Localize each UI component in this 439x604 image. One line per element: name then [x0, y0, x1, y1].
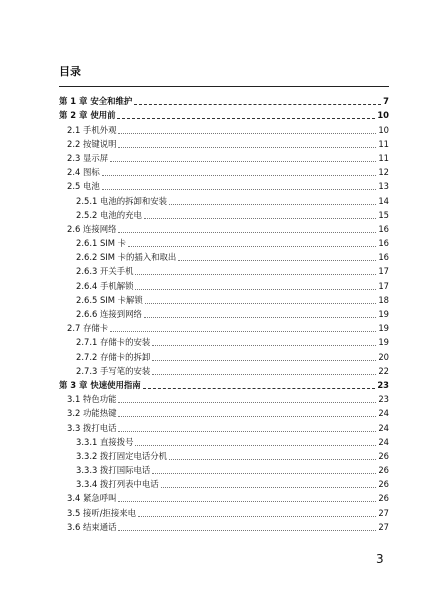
dot-leader: [135, 289, 376, 290]
toc-entry-page: 11: [378, 138, 389, 149]
toc-entry[interactable]: [59, 376, 389, 390]
toc-entry-label: 2.7.1 存储卡的安装: [76, 337, 151, 348]
toc-title: 目录: [59, 65, 81, 78]
toc-entry-label: 2.5.1 电池的拆卸和安装: [76, 195, 167, 206]
dot-leader: [118, 402, 376, 403]
toc-entry[interactable]: [59, 262, 389, 276]
toc-entry-label: 2.5.2 电池的充电: [76, 209, 142, 220]
dot-leader: [143, 388, 376, 389]
dot-leader: [102, 175, 377, 176]
toc-entry-label: 2.2 按键说明: [67, 138, 117, 149]
toc-entry[interactable]: [59, 135, 389, 149]
toc-entry-page: 26: [378, 465, 389, 476]
toc-entry-label: 2.7.3 手写笔的安装: [76, 365, 151, 376]
toc-entry[interactable]: [59, 92, 389, 106]
dot-leader: [144, 218, 376, 219]
toc-entry[interactable]: [59, 206, 389, 220]
dot-leader: [118, 416, 376, 417]
dot-leader: [118, 431, 376, 432]
toc-entry-label: 2.6.1 SIM 卡: [76, 238, 127, 249]
toc-entry[interactable]: [59, 418, 389, 432]
toc-entry[interactable]: [59, 475, 389, 489]
page-number: 3: [376, 552, 384, 566]
toc-entry-page: 26: [378, 450, 389, 461]
toc-entry-label: 3.2 功能热键: [67, 408, 117, 419]
toc-entry[interactable]: [59, 276, 389, 290]
toc-entry-label: 3.3.2 拨打固定电话分机: [76, 450, 167, 461]
toc-entry-page: 26: [378, 479, 389, 490]
toc-entry[interactable]: [59, 177, 389, 191]
toc-entry-page: 24: [378, 422, 389, 433]
toc-entry-page: 22: [378, 365, 389, 376]
toc-entry-page: 27: [378, 507, 389, 518]
toc-entry[interactable]: [59, 305, 389, 319]
dot-leader: [110, 161, 376, 162]
toc-entry-page: 20: [378, 351, 389, 362]
toc-entry-page: 16: [378, 252, 389, 263]
toc-entry-page: 16: [378, 223, 389, 234]
dot-leader: [118, 530, 376, 531]
toc-entry-page: 14: [378, 195, 389, 206]
dot-leader: [161, 487, 377, 488]
dot-leader: [134, 104, 381, 105]
toc-entry-label: 3.6 结束通话: [67, 521, 117, 532]
toc-entry-label: 2.6.3 开关手机: [76, 266, 134, 277]
dot-leader: [117, 118, 375, 119]
toc-entry-page: 12: [378, 167, 389, 178]
toc-entry[interactable]: [59, 291, 389, 305]
toc-entry-page: 11: [378, 152, 389, 163]
toc-entry-label: 2.7 存储卡: [67, 323, 109, 334]
toc-entry[interactable]: [59, 149, 389, 163]
toc-entry-page: 15: [378, 209, 389, 220]
toc-entry[interactable]: [59, 106, 389, 120]
toc-entry[interactable]: [59, 404, 389, 418]
dot-leader: [178, 260, 376, 261]
toc-entry[interactable]: [59, 191, 389, 205]
toc-entry-page: 23: [378, 394, 389, 405]
toc-entry-label: 第 1 章 安全和维护: [59, 96, 133, 107]
toc-entry-label: 3.3.3 拨打国际电话: [76, 465, 151, 476]
toc-entry-label: 2.5 电池: [67, 181, 100, 192]
dot-leader: [102, 189, 377, 190]
toc-entry[interactable]: [59, 220, 389, 234]
toc-entry-page: 26: [378, 493, 389, 504]
toc-entry-label: 2.6 连接网络: [67, 223, 117, 234]
toc-entry[interactable]: [59, 447, 389, 461]
toc-entry-label: 2.7.2 存储卡的拆卸: [76, 351, 151, 362]
toc-entry[interactable]: [59, 234, 389, 248]
toc-entry-page: 24: [378, 408, 389, 419]
toc-entry-page: 10: [378, 124, 389, 135]
toc-entry[interactable]: [59, 433, 389, 447]
toc-entry[interactable]: [59, 163, 389, 177]
dot-leader: [118, 232, 376, 233]
dot-leader: [145, 303, 377, 304]
dot-leader: [128, 246, 376, 247]
toc-entry-label: 2.4 图标: [67, 167, 100, 178]
toc-entry-label: 2.6.5 SIM 卡解锁: [76, 294, 143, 305]
dot-leader: [118, 147, 376, 148]
toc-entry-page: 7: [383, 96, 389, 107]
toc-entry-page: 24: [378, 436, 389, 447]
toc-entry-page: 19: [378, 337, 389, 348]
toc-entry-page: 13: [378, 181, 389, 192]
dot-leader: [169, 459, 376, 460]
dot-leader: [152, 473, 376, 474]
toc-entry-label: 3.3.4 拨打列表中电话: [76, 479, 159, 490]
toc-entry-label: 3.1 特色功能: [67, 394, 117, 405]
toc-entry-label: 2.6.2 SIM 卡的插入和取出: [76, 252, 177, 263]
toc-entry[interactable]: [59, 489, 389, 503]
toc-entry-label: 3.3 拨打电话: [67, 422, 117, 433]
toc-entry[interactable]: [59, 347, 389, 361]
dot-leader: [118, 133, 376, 134]
toc-entry-label: 3.5 接听/拒接来电: [67, 507, 137, 518]
toc-entry-label: 2.1 手机外观: [67, 124, 117, 135]
toc-entry[interactable]: [59, 461, 389, 475]
toc-entry-label: 2.6.6 连接到网络: [76, 309, 142, 319]
table-of-contents: [59, 92, 389, 532]
dot-leader: [152, 360, 376, 361]
toc-entry[interactable]: [59, 390, 389, 404]
toc-entry-label: 第 3 章 快速使用指南: [59, 379, 141, 390]
dot-leader: [169, 204, 376, 205]
toc-entry-label: 2.3 显示屏: [67, 152, 109, 163]
toc-entry[interactable]: [59, 319, 389, 333]
dot-leader: [135, 445, 376, 446]
dot-leader: [144, 317, 376, 318]
toc-entry-page: 23: [377, 379, 389, 390]
toc-entry[interactable]: [59, 120, 389, 134]
toc-entry-label: 3.3.1 直接拨号: [76, 436, 134, 447]
toc-entry[interactable]: [59, 248, 389, 262]
toc-entry-label: 2.6.4 手机解锁: [76, 280, 134, 291]
toc-entry[interactable]: [59, 518, 389, 532]
toc-entry[interactable]: [59, 362, 389, 376]
toc-entry[interactable]: [59, 503, 389, 517]
toc-entry[interactable]: [59, 333, 389, 347]
toc-entry-page: 18: [378, 294, 389, 305]
toc-entry-label: 3.4 紧急呼叫: [67, 493, 117, 504]
toc-entry-page: 17: [378, 280, 389, 291]
dot-leader: [110, 331, 376, 332]
toc-entry-page: 16: [378, 238, 389, 249]
toc-entry-page: 17: [378, 266, 389, 277]
toc-entry-page: 19: [378, 309, 389, 319]
title-divider: [59, 86, 389, 87]
toc-entry-page: 10: [377, 110, 389, 121]
dot-leader: [152, 345, 376, 346]
dot-leader: [138, 516, 376, 517]
toc-entry-label: 第 2 章 使用前: [59, 110, 116, 121]
toc-entry-page: 19: [378, 323, 389, 334]
dot-leader: [152, 374, 376, 375]
dot-leader: [118, 501, 376, 502]
toc-entry-page: 27: [378, 521, 389, 532]
dot-leader: [135, 274, 376, 275]
